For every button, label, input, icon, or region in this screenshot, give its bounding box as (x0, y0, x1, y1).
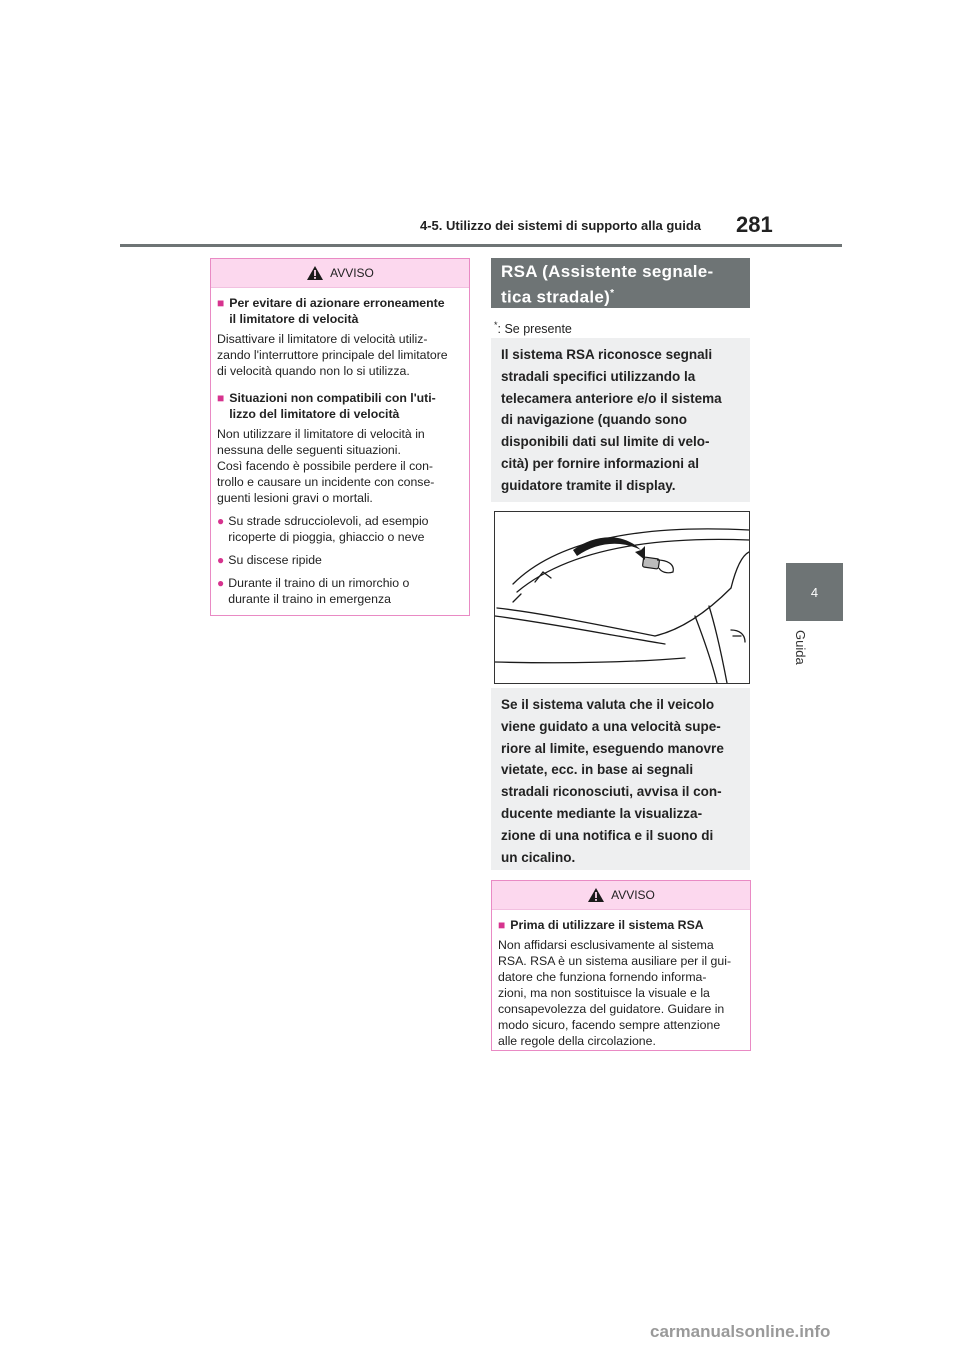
warning-heading: ■ Prima di utilizzare il sistema RSA (498, 918, 704, 932)
warning-title: AVVISO (330, 266, 374, 280)
chapter-label: Guida (793, 630, 808, 665)
list-item: ● Su discese ripide (217, 553, 322, 567)
square-bullet-icon: ■ (217, 296, 225, 310)
warning-heading: ■ Situazioni non compatibili con l'uti- lizzo del limitatore di velocità (217, 391, 436, 421)
square-bullet-icon: ■ (217, 391, 225, 405)
list-item: ● Durante il traino di un rimorchio o durante il traino in emergenza (217, 576, 410, 606)
square-bullet-icon: ■ (498, 918, 506, 932)
warning-paragraph: Non utilizzare il limitatore di velocità in nessuna delle seguenti situazioni. Così facendo è possibile perdere il con- trollo e causare un incidente con conse- guenti lesioni gravi o mortali. (217, 427, 435, 505)
watermark: carmanualsonline.info (650, 1322, 831, 1341)
warning-title: AVVISO (611, 888, 655, 902)
header-rule (120, 244, 842, 247)
warning-box-speed-limiter (210, 258, 470, 616)
warning-box-rsa (491, 880, 751, 1051)
circle-bullet-icon: ● (217, 553, 225, 567)
warning-triangle-icon (306, 265, 324, 281)
header-section-title: 4-5. Utilizzo dei sistemi di supporto alla guida (420, 218, 701, 233)
list-item: ● Su strade sdrucciolevoli, ad esempio ricoperte di pioggia, ghiaccio o neve (217, 514, 429, 544)
warning-header (211, 259, 469, 288)
description-text-box: Se il sistema valuta che il veicolo viene guidato a una velocità supe- riore al limite, eseguendo manovre vietate, ecc. in base ai segnali stradali riconosciuti, avvisa il con- ducente mediante la visualizza- zione di una notifica e il suono di un cicalino. (491, 688, 750, 870)
intro-text-box: Il sistema RSA riconosce segnali stradali specifici utilizzando la telecamera anteriore e/o il sistema di navigazione (quando sono disponibili dati sul limite di velo- cità) per fornire informazioni al guidatore tramite il display. (491, 338, 750, 502)
warning-paragraph: Disattivare il limitatore di velocità utiliz- zando l'interruttore principale del limitatore di velocità quando non lo si utilizza. (217, 332, 448, 378)
car-interior-illustration (495, 512, 749, 683)
section-title: RSA (Assistente segnale- tica stradale)* (491, 258, 750, 308)
windshield-camera-illustration (494, 511, 750, 684)
warning-triangle-icon (587, 887, 605, 903)
warning-header (492, 881, 750, 910)
chapter-tab[interactable] (786, 563, 843, 621)
page-number: 281 (736, 212, 773, 237)
circle-bullet-icon: ● (217, 514, 225, 528)
chapter-number: 4 (810, 584, 819, 600)
warning-heading: ■ Per evitare di azionare erroneamente il limitatore di velocità (217, 296, 445, 326)
warning-paragraph: Non affidarsi esclusivamente al sistema RSA. RSA è un sistema ausiliare per il gui- datore che funziona fornendo informa- zioni, ma non sostituisce la visuale e la consapevolezza del guidatore. Guidare in modo sicuro, facendo sempre attenzione alle regole della circolazione. (498, 938, 732, 1048)
circle-bullet-icon: ● (217, 576, 225, 590)
footnote: *: Se presente (494, 320, 572, 337)
